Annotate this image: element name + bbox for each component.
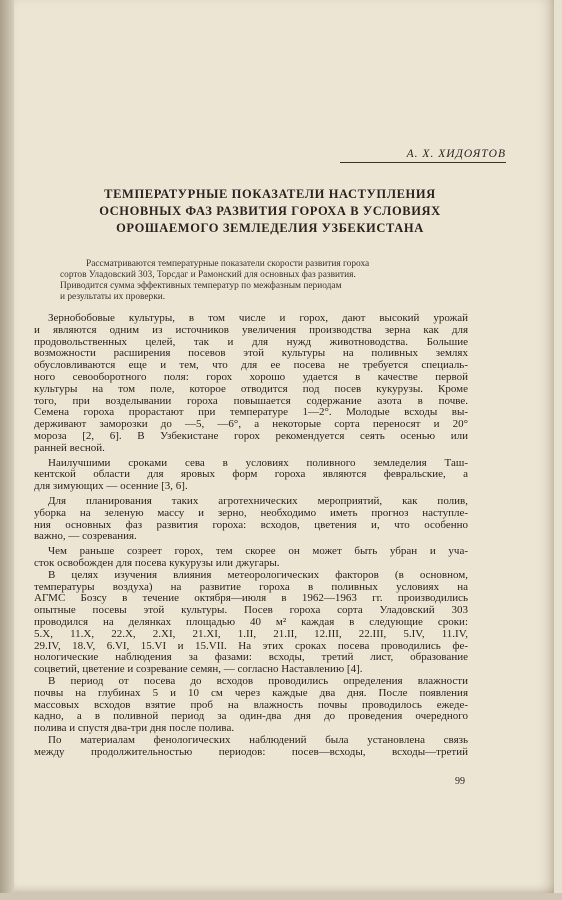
body-line: опытные посевы этой культуры. Посев гороха сорта Уладовский 303 (34, 604, 468, 617)
body-line: и являются одним из источников увеличения производства зерна как для (34, 323, 468, 336)
body-line: для зимующих — осенние [3, 6]. (34, 480, 188, 493)
body-line: ния основных фаз развития гороха: всходов, цветения и, что особенно (34, 518, 468, 531)
body-line: кадно, а в поливной период за один-два дня до проведения очередного (34, 710, 468, 723)
abstract-line: сортов Уладовский 303, Торсдаг и Рамонский для основных фаз развития. (60, 270, 356, 280)
body-line: продовольственных целей, так и для нужд животноводства. Большие (34, 335, 468, 348)
body-line: температуры воздуха) на развитие гороха в поливных условиях на (34, 580, 468, 593)
body-line: возможности расширения посевов этой культуры на поливных землях (34, 347, 468, 360)
body-line: того, при возделывании гороха повышается содержание азота в почве. (34, 394, 468, 407)
title-line: ТЕМПЕРАТУРНЫЕ ПОКАЗАТЕЛИ НАСТУПЛЕНИЯ (104, 187, 436, 201)
body-line: мороза [2, 6]. В Узбекистане горох рекомендуется сеять осенью или (34, 429, 468, 442)
body-line: культуры на том поле, которое отводится под посев кукурузы. Кроме (34, 382, 468, 395)
abstract-line: Приводится сумма эффективных температур по межфазным периодам (60, 281, 342, 291)
author-name: А. Х. ХИДОЯТОВ (406, 148, 506, 160)
book-spine (0, 0, 14, 900)
body-line: В целях изучения влияния метеорологических факторов (в основном, (48, 568, 468, 581)
body-line: между продолжительностью периодов: посев—всходы, всходы—третий (34, 745, 468, 758)
body-line: Семена гороха прорастают при температуре 1—2°. Молодые всходы вы- (34, 406, 468, 419)
body-line: Чем раньше созреет горох, тем скорее он может быть убран и уча- (48, 545, 468, 558)
body-line: кентской области для яровых форм гороха являются февральские, а (34, 468, 468, 481)
body-line: почвы на глубинах 5 и 10 см через каждые два дня. После появления (34, 686, 468, 699)
body-line: ранней весной. (34, 441, 105, 454)
article-body (34, 313, 468, 758)
author-underline (340, 162, 506, 163)
body-line: проводился на делянках площадью 40 м² каждая в следующие сроки: (34, 615, 468, 628)
body-line: Для планирования таких агротехнических мероприятий, как полив, (48, 494, 468, 507)
body-line: По материалам фенологических наблюдений была установлена связь (48, 733, 468, 746)
article-title (60, 186, 480, 237)
body-line: держивают заморозки до —5, —6°, а некоторые сорта переносят и 20° (34, 418, 468, 431)
body-line: нологические наблюдения за фазами: всходы, третий лист, образование (34, 651, 468, 664)
body-line: сток освобожден для посева кукурузы или джугары. (34, 556, 280, 569)
body-line: 29.IV, 18.V, 6.VI, 15.VI и 15.VII. На этих сроках посева проводились фе- (34, 639, 468, 652)
body-line: Наилучшими сроками сева в условиях поливного земледелия Таш- (48, 456, 468, 469)
body-line: полива и спустя два-три дня после полива. (34, 722, 235, 735)
abstract-line: Рассматриваются температурные показатели скорости развития гороха (86, 259, 370, 269)
abstract-line: и результаты их проверки. (60, 292, 166, 302)
body-line: уборка на зеленую массу и зерно, необходимо иметь прогноз наступле- (34, 506, 468, 519)
body-line: соцветий, цветение и созревание семян, — согласно Наставлению [4]. (34, 663, 363, 676)
body-line: Зернобобовые культуры, в том числе и горох, дают высокий урожай (48, 312, 468, 324)
abstract (60, 259, 452, 303)
body-line: важно, — созревания. (34, 530, 137, 543)
body-line: АГМС Бозсу в течение октября—июля в 1962—1963 гг. производились (34, 592, 468, 605)
page-bottom-edge (0, 893, 562, 900)
page-number: 99 (455, 776, 465, 787)
title-line: ОРОШАЕМОГО ЗЕМЛЕДЕЛИЯ УЗБЕКИСТАНА (116, 221, 424, 235)
body-line: 5.X, 11.X, 22.X, 2.XI, 21.XI, 1.II, 21.II, 12.III, 22.III, 5.IV, 11.IV, (34, 627, 468, 640)
body-line: массовых всходов взятие проб на влажность почвы проводилось ежеде- (34, 698, 468, 711)
body-line: ного севооборотного поля: горох хорошо удается в качестве первой (34, 370, 468, 383)
title-line: ОСНОВНЫХ ФАЗ РАЗВИТИЯ ГОРОХА В УСЛОВИЯХ (99, 204, 441, 218)
body-line: В период от посева до всходов проводились определения влажности (48, 674, 468, 687)
body-line: обусловливаются еще и тем, что для ее посева не требуется специаль- (34, 359, 468, 372)
